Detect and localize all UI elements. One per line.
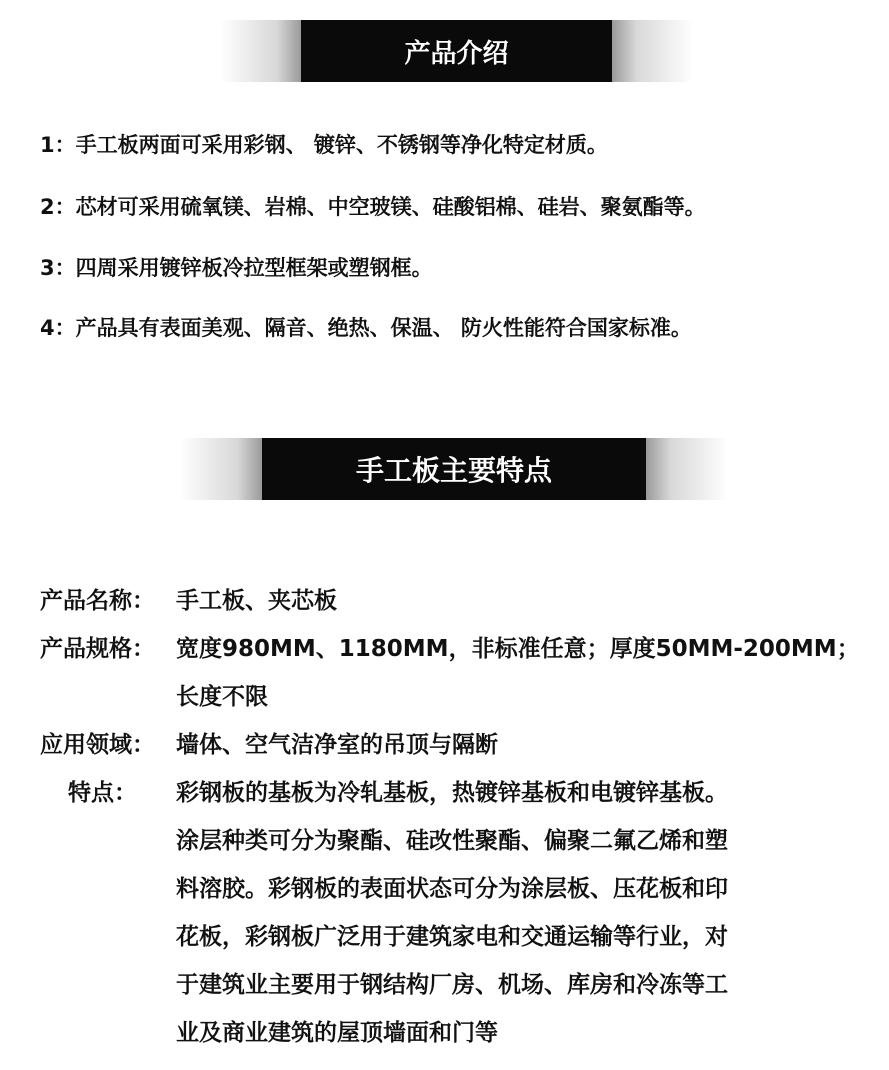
section-title: 产品介绍 bbox=[301, 20, 612, 82]
banner-fade-left bbox=[220, 20, 301, 82]
spec-label: 产品规格： bbox=[40, 636, 155, 662]
spec-value bbox=[176, 625, 886, 721]
banner-fade-right bbox=[646, 438, 728, 500]
intro-line-2: 2：芯材可采用硫氧镁、岩棉、中空玻镁、硅酸铝棉、硅岩、聚氨酯等。 bbox=[40, 195, 706, 219]
section-banner-intro bbox=[0, 20, 889, 82]
feature-line: 彩钢板的基板为冷轧基板，热镀锌基板和电镀锌基板。 bbox=[176, 780, 728, 806]
banner-fade-right bbox=[612, 20, 693, 82]
intro-line-3: 3：四周采用镀锌板冷拉型框架或塑钢框。 bbox=[40, 256, 433, 280]
spec-label: 特点： bbox=[68, 780, 137, 806]
feature-line: 于建筑业主要用于钢结构厂房、机场、库房和冷冻等工 bbox=[176, 972, 728, 998]
spec-value: 墙体、空气洁净室的吊顶与隔断 bbox=[176, 732, 498, 758]
spec-value: 手工板、夹芯板 bbox=[176, 588, 337, 614]
spec-value bbox=[176, 769, 886, 1057]
feature-line: 涂层种类可分为聚酯、硅改性聚酯、偏聚二氟乙烯和塑 bbox=[176, 828, 728, 854]
spec-value-line: 宽度980MM、1180MM，非标准任意；厚度50MM-200MM； bbox=[176, 636, 860, 662]
banner-fade-left bbox=[180, 438, 262, 500]
intro-line-4: 4：产品具有表面美观、隔音、绝热、保温、 防火性能符合国家标准。 bbox=[40, 316, 692, 340]
section-banner-features bbox=[0, 438, 889, 500]
spec-label: 应用领域： bbox=[40, 732, 155, 758]
feature-line: 业及商业建筑的屋顶墙面和门等 bbox=[176, 1020, 498, 1046]
feature-line: 料溶胶。彩钢板的表面状态可分为涂层板、压花板和印 bbox=[176, 876, 728, 902]
feature-line: 花板，彩钢板广泛用于建筑家电和交通运输等行业，对 bbox=[176, 924, 728, 950]
spec-value-line: 长度不限 bbox=[176, 684, 268, 710]
intro-line-1: 1：手工板两面可采用彩钢、 镀锌、不锈钢等净化特定材质。 bbox=[40, 133, 608, 157]
spec-label: 产品名称： bbox=[40, 588, 155, 614]
section-title: 手工板主要特点 bbox=[262, 438, 646, 500]
